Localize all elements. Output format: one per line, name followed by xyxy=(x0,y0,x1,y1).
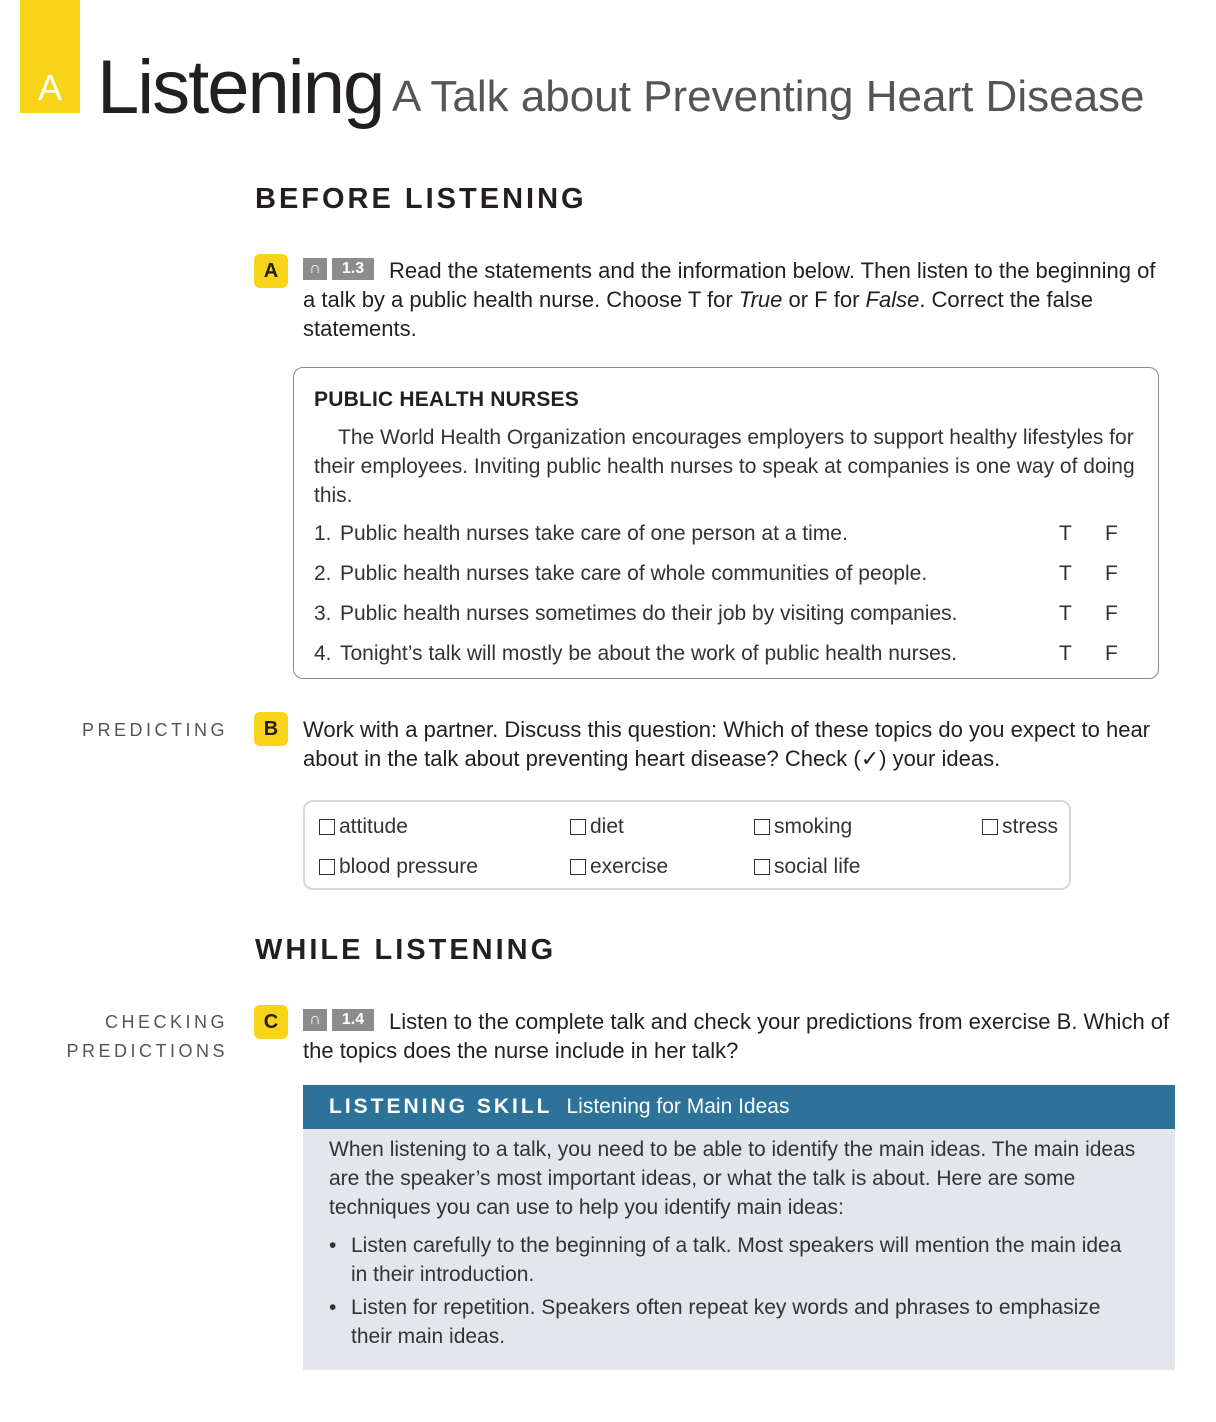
false-option[interactable]: F xyxy=(1105,562,1118,585)
statement-text: Tonight’s talk will mostly be about the work of public health nurses. xyxy=(340,642,958,665)
skill-header xyxy=(303,1085,1175,1129)
side-label-line: PREDICTIONS xyxy=(66,1041,228,1061)
before-listening-heading: BEFORE LISTENING xyxy=(255,183,587,215)
bullet-icon: • xyxy=(329,1234,337,1257)
statement-number: 4. xyxy=(314,642,332,665)
topic-checkbox-stress[interactable]: stress xyxy=(982,812,1058,841)
true-option[interactable]: T xyxy=(1059,562,1072,585)
checkbox-icon xyxy=(319,819,335,835)
exercise-c-badge: C xyxy=(254,1005,288,1039)
page-title: Listening xyxy=(97,45,384,130)
statement-number: 1. xyxy=(314,522,332,545)
exercise-b-badge: B xyxy=(254,712,288,746)
topic-checkbox-social-life[interactable]: social life xyxy=(754,852,860,881)
page-subtitle: A Talk about Preventing Heart Disease xyxy=(392,72,1145,121)
headphones-icon: ∩ xyxy=(303,1009,327,1031)
section-letter: A xyxy=(37,67,62,108)
audio-track-number: 1.3 xyxy=(332,258,374,280)
side-label-line: CHECKING xyxy=(104,1012,228,1032)
bullet-icon: • xyxy=(329,1296,337,1319)
statement-text: Public health nurses sometimes do their job by visiting companies. xyxy=(340,602,958,625)
checkbox-icon xyxy=(570,819,586,835)
statement-row xyxy=(314,559,1144,588)
false-option[interactable]: F xyxy=(1105,522,1118,545)
headphones-icon: ∩ xyxy=(303,258,327,280)
checkbox-icon xyxy=(570,859,586,875)
while-listening-heading: WHILE LISTENING xyxy=(255,934,557,966)
statement-text: Public health nurses take care of whole communities of people. xyxy=(340,562,928,585)
false-option[interactable]: F xyxy=(1105,602,1118,625)
statement-row xyxy=(314,519,1144,548)
box-paragraph: The World Health Organization encourages employers to support healthy lifestyles for their employees. Inviting public health nurses to speak at companies is one way of doing this. xyxy=(314,426,1135,507)
statement-text: Public health nurses take care of one person at a time. xyxy=(340,522,848,545)
public-health-nurses-box xyxy=(293,367,1159,679)
true-option[interactable]: T xyxy=(1059,522,1072,545)
section-tab xyxy=(20,0,80,113)
topics-box xyxy=(303,800,1071,890)
true-option[interactable]: T xyxy=(1059,602,1072,625)
exercise-a-instruction: Read the statements and the information below. Then listen to the beginning of a talk by a public health nurse. Choose T for True or F for False. Correct the false statements. xyxy=(303,258,1156,341)
audio-track-number: 1.4 xyxy=(332,1009,374,1031)
predicting-label: PREDICTING xyxy=(81,720,228,740)
skill-title: Listening for Main Ideas xyxy=(566,1095,790,1118)
box-title: PUBLIC HEALTH NURSES xyxy=(314,388,579,411)
checking-predictions-label xyxy=(8,1008,228,1066)
topic-checkbox-diet[interactable]: diet xyxy=(570,812,624,841)
topic-checkbox-smoking[interactable]: smoking xyxy=(754,812,852,841)
statement-row xyxy=(314,599,1144,628)
skill-kicker: LISTENING SKILL xyxy=(329,1095,553,1118)
exercise-c-instruction: Listen to the complete talk and check your predictions from exercise B. Which of the topics does the nurse include in her talk? xyxy=(303,1009,1170,1063)
false-option[interactable]: F xyxy=(1105,642,1118,665)
checkbox-icon xyxy=(754,859,770,875)
topic-checkbox-exercise[interactable]: exercise xyxy=(570,852,668,881)
listening-skill-box: LISTENING SKILL Listening for Main Ideas When listening to a talk, you need to be able to identify the main ideas. The main ideas are the speaker’s most important ideas, or what the talk is about. Here are some techniques you can use to help you identify main ideas: • Listen carefully to the beginning of a talk. Most speakers will mention the main idea in their introduction. • Listen for repetition. Speakers often repeat key words and phrases to emphasize their main ideas. xyxy=(303,1085,1175,1370)
skill-body: When listening to a talk, you need to be able to identify the main ideas. The main ideas are the speaker’s most important ideas, or what the talk is about. Here are some techniques you can use to help you identify main ideas: xyxy=(329,1138,1136,1219)
checkbox-icon xyxy=(319,859,335,875)
true-option[interactable]: T xyxy=(1059,642,1072,665)
statement-number: 3. xyxy=(314,602,332,625)
statement-number: 2. xyxy=(314,562,332,585)
exercise-b-instruction: Work with a partner. Discuss this question: Which of these topics do you expect to hear about in the talk about preventing heart disease? Check (✓) your ideas. xyxy=(303,717,1151,771)
exercise-a-badge: A xyxy=(254,254,288,288)
topic-checkbox-attitude[interactable]: attitude xyxy=(319,812,408,841)
statement-row xyxy=(314,639,1144,668)
checkbox-icon xyxy=(754,819,770,835)
topic-checkbox-blood-pressure[interactable]: blood pressure xyxy=(319,852,478,881)
checkbox-icon xyxy=(982,819,998,835)
